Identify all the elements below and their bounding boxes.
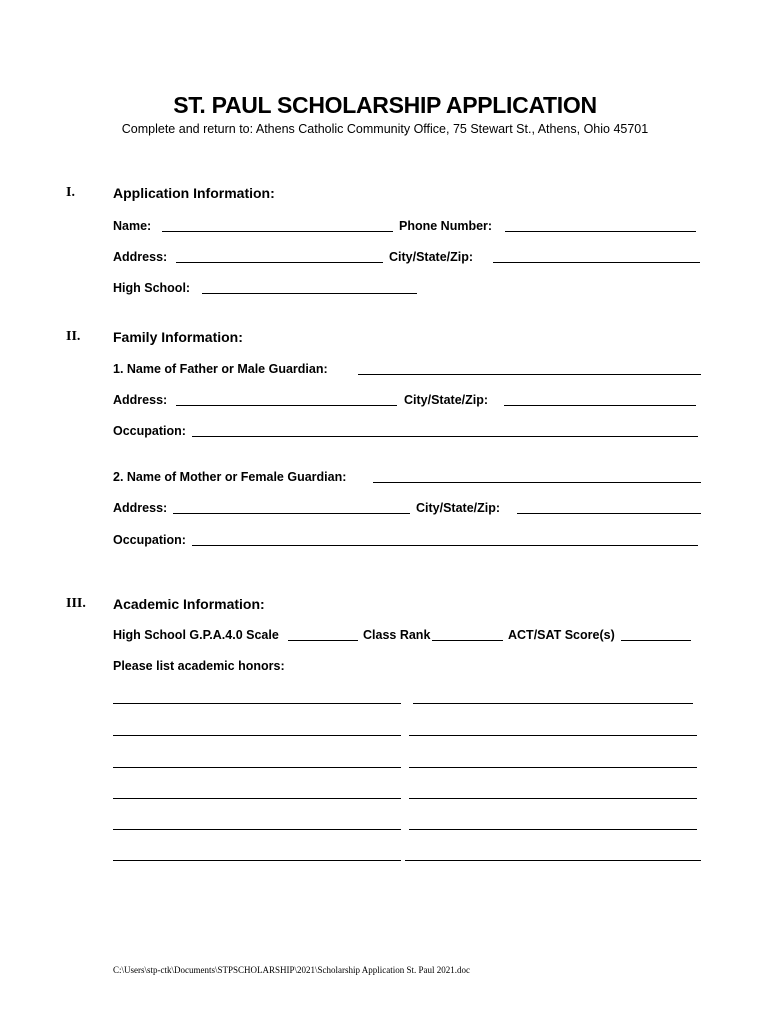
honors-line[interactable] [113, 735, 401, 736]
honors-line[interactable] [409, 829, 697, 830]
mother-address-label: Address: [113, 501, 168, 515]
applicant-address-line[interactable] [176, 262, 383, 263]
high-school-label: High School: [113, 281, 191, 295]
applicant-address-label: Address: [113, 250, 168, 264]
applicant-city-label: City/State/Zip: [389, 250, 474, 264]
father-name-label: 1. Name of Father or Male Guardian: [113, 362, 328, 376]
high-school-line[interactable] [202, 293, 417, 294]
honors-line[interactable] [409, 767, 697, 768]
mother-address-line[interactable] [173, 513, 410, 514]
father-address-label: Address: [113, 393, 168, 407]
act-sat-label: ACT/SAT Score(s) [508, 628, 615, 642]
honors-line[interactable] [409, 798, 697, 799]
mother-occupation-line[interactable] [192, 545, 698, 546]
applicant-phone-line[interactable] [505, 231, 696, 232]
father-city-label: City/State/Zip: [404, 393, 489, 407]
mother-name-line[interactable] [373, 482, 701, 483]
mother-city-label: City/State/Zip: [416, 501, 501, 515]
honors-line[interactable] [113, 860, 401, 861]
act-sat-line[interactable] [621, 640, 691, 641]
honors-line[interactable] [405, 860, 701, 861]
return-instructions: Complete and return to: Athens Catholic Community Office, 75 Stewart St., Athens, Ohio 45701 [121, 122, 649, 136]
gpa-label: High School G.P.A.4.0 Scale [113, 628, 279, 642]
gpa-line[interactable] [288, 640, 358, 641]
section-3-numeral: III. [66, 596, 86, 611]
honors-line[interactable] [409, 735, 697, 736]
applicant-name-line[interactable] [162, 231, 393, 232]
father-name-line[interactable] [358, 374, 701, 375]
honors-line[interactable] [113, 703, 401, 704]
page-title: ST. PAUL SCHOLARSHIP APPLICATION [173, 92, 597, 118]
section-2-numeral: II. [66, 329, 81, 344]
section-2-heading: Family Information: [113, 329, 243, 345]
mother-occupation-label: Occupation: [113, 533, 186, 547]
section-1-numeral: I. [66, 185, 75, 200]
honors-line[interactable] [413, 703, 693, 704]
class-rank-line[interactable] [432, 640, 503, 641]
file-path-footer: C:\Users\stp-ctk\Documents\STPSCHOLARSHIP\2021\Scholarship Application St. Paul 2021.doc [113, 965, 471, 975]
mother-name-label: 2. Name of Mother or Female Guardian: [113, 470, 347, 484]
honors-line[interactable] [113, 798, 401, 799]
applicant-name-label: Name: [113, 219, 152, 233]
applicant-phone-label: Phone Number: [399, 219, 493, 233]
father-address-line[interactable] [176, 405, 397, 406]
academic-honors-label: Please list academic honors: [113, 659, 285, 673]
honors-line[interactable] [113, 767, 401, 768]
class-rank-label: Class Rank [363, 628, 431, 642]
mother-city-line[interactable] [517, 513, 701, 514]
section-1-heading: Application Information: [113, 185, 275, 201]
father-occupation-line[interactable] [192, 436, 698, 437]
honors-line[interactable] [113, 829, 401, 830]
section-3-heading: Academic Information: [113, 596, 265, 612]
father-occupation-label: Occupation: [113, 424, 186, 438]
applicant-city-line[interactable] [493, 262, 700, 263]
father-city-line[interactable] [504, 405, 696, 406]
